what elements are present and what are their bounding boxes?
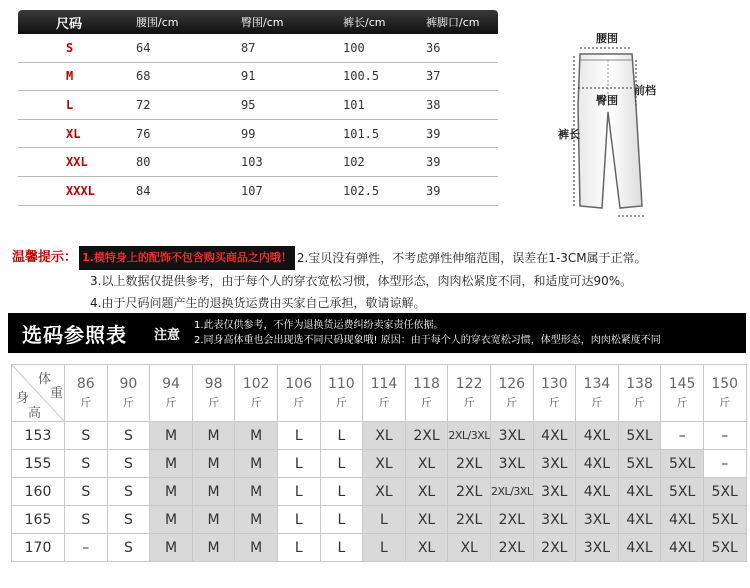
size-label: S bbox=[66, 40, 74, 55]
size-value: 95 bbox=[241, 97, 256, 112]
weight-value: 122 bbox=[455, 376, 483, 392]
weight-unit: 斤 bbox=[463, 396, 475, 409]
size-value: 84 bbox=[136, 183, 151, 198]
size-recommendation-cell: 2XL bbox=[533, 534, 576, 562]
size-recommendation-cell: S bbox=[65, 450, 108, 478]
size-recommendation-cell: 3XL bbox=[490, 422, 533, 450]
size-recommendation-cell: – bbox=[703, 450, 746, 478]
tip-text-2: 2.宝贝没有弹性，不考虑弹性伸缩范围，误差在1-3CM属于正常。 bbox=[296, 251, 647, 265]
height-value: 153 bbox=[12, 422, 65, 450]
size-recommendation-cell: L bbox=[277, 506, 320, 534]
size-recommendation-cell: M bbox=[235, 534, 278, 562]
size-recommendation-cell: XL bbox=[363, 450, 406, 478]
size-recommendation-cell: XL bbox=[405, 478, 448, 506]
size-row bbox=[18, 34, 498, 63]
weight-header bbox=[448, 365, 491, 422]
weight-header bbox=[235, 365, 278, 422]
height-value: 165 bbox=[12, 506, 65, 534]
header-hip: 臀围/cm bbox=[241, 16, 284, 29]
weight-header bbox=[576, 365, 619, 422]
size-recommendation-cell: M bbox=[192, 534, 235, 562]
size-recommendation-cell: M bbox=[192, 450, 235, 478]
size-value: 100.5 bbox=[343, 69, 380, 84]
height-row bbox=[12, 534, 747, 562]
size-recommendation-cell: M bbox=[192, 478, 235, 506]
height-row bbox=[12, 506, 747, 534]
size-value: 102.5 bbox=[343, 183, 380, 198]
size-label: L bbox=[66, 97, 74, 112]
size-recommendation-cell: L bbox=[320, 422, 363, 450]
size-recommendation-cell: M bbox=[150, 506, 193, 534]
size-value: 39 bbox=[426, 126, 441, 141]
weight-header bbox=[618, 365, 661, 422]
banner-title: 选码参照表 bbox=[22, 322, 127, 347]
size-recommendation-cell: XL bbox=[363, 422, 406, 450]
size-recommendation-cell: 4XL bbox=[576, 478, 619, 506]
weight-unit: 斤 bbox=[293, 396, 305, 409]
tip-line-1 bbox=[12, 246, 742, 270]
size-recommendation-cell: M bbox=[150, 422, 193, 450]
warm-tips bbox=[12, 246, 742, 314]
size-recommendation-cell: – bbox=[65, 534, 108, 562]
size-reference-grid bbox=[11, 364, 747, 562]
size-recommendation-cell: L bbox=[320, 506, 363, 534]
weight-value: 130 bbox=[540, 376, 568, 392]
size-recommendation-cell: M bbox=[235, 506, 278, 534]
pants-measurement-diagram bbox=[552, 32, 672, 226]
size-value: 101 bbox=[343, 97, 365, 112]
weight-header bbox=[703, 365, 746, 422]
tip-line-2: 3.以上数据仅提供参考，由于每个人的穿衣宽松习惯，体型形态，肉肉松紧度不同，和适度可达90%。 bbox=[90, 274, 633, 288]
weight-header bbox=[533, 365, 576, 422]
size-value: 101.5 bbox=[343, 126, 380, 141]
size-value: 76 bbox=[136, 126, 151, 141]
weight-unit: 斤 bbox=[548, 396, 560, 409]
size-recommendation-cell: 2XL bbox=[405, 422, 448, 450]
size-value: 100 bbox=[343, 40, 365, 55]
size-recommendation-cell: 3XL bbox=[576, 506, 619, 534]
size-recommendation-cell: S bbox=[65, 506, 108, 534]
size-value: 107 bbox=[241, 183, 263, 198]
header-waist: 腰围/cm bbox=[136, 16, 179, 29]
size-chart-header bbox=[18, 10, 498, 34]
size-selection-banner bbox=[8, 313, 746, 353]
weight-value: 106 bbox=[285, 376, 313, 392]
header-size: 尺码 bbox=[56, 16, 83, 32]
corner-weight-2: 重 bbox=[50, 386, 64, 401]
weight-value: 114 bbox=[370, 376, 398, 392]
size-label: M bbox=[66, 69, 74, 84]
size-value: 91 bbox=[241, 69, 256, 84]
size-value: 102 bbox=[343, 155, 365, 170]
size-recommendation-cell: 2XL bbox=[490, 506, 533, 534]
size-value: 99 bbox=[241, 126, 256, 141]
header-hem: 裤脚口/cm bbox=[426, 16, 480, 29]
weight-value: 134 bbox=[583, 376, 611, 392]
size-recommendation-cell: L bbox=[363, 534, 406, 562]
size-recommendation-cell: 3XL bbox=[576, 534, 619, 562]
weight-header bbox=[405, 365, 448, 422]
weight-value: 150 bbox=[711, 376, 739, 392]
size-value: 103 bbox=[241, 155, 263, 170]
weight-unit: 斤 bbox=[421, 396, 433, 409]
size-recommendation-cell: S bbox=[107, 534, 150, 562]
weight-header bbox=[363, 365, 406, 422]
hip-label: 臀围 bbox=[596, 94, 618, 107]
size-recommendation-cell: 2XL bbox=[448, 450, 491, 478]
size-recommendation-cell: XL bbox=[405, 534, 448, 562]
size-recommendation-cell: 5XL bbox=[703, 506, 746, 534]
size-recommendation-cell: XL bbox=[405, 450, 448, 478]
banner-note-1: 1.此表仅供参考，不作为退换货运费纠纷卖家责任依据。 bbox=[194, 320, 444, 331]
size-recommendation-cell: 4XL bbox=[533, 422, 576, 450]
weight-unit: 斤 bbox=[634, 396, 646, 409]
size-recommendation-cell: 5XL bbox=[703, 534, 746, 562]
size-recommendation-cell: L bbox=[320, 450, 363, 478]
banner-notes bbox=[194, 318, 661, 348]
size-chart-table bbox=[18, 10, 498, 206]
weight-value: 126 bbox=[498, 376, 526, 392]
size-recommendation-cell: M bbox=[150, 450, 193, 478]
size-value: 87 bbox=[241, 40, 256, 55]
weight-header-row bbox=[12, 365, 747, 422]
size-value: 68 bbox=[136, 69, 151, 84]
weight-header bbox=[661, 365, 704, 422]
weight-header bbox=[490, 365, 533, 422]
size-recommendation-cell: S bbox=[65, 422, 108, 450]
tips-title: 温馨提示： bbox=[12, 250, 78, 265]
size-value: 80 bbox=[136, 155, 151, 170]
size-recommendation-cell: L bbox=[320, 478, 363, 506]
tip-line-3: 4.由于尺码问题产生的退换货运费由买家自己承担，敬请谅解。 bbox=[90, 296, 426, 310]
size-recommendation-cell: – bbox=[661, 422, 704, 450]
height-value: 160 bbox=[12, 478, 65, 506]
size-recommendation-cell: – bbox=[703, 422, 746, 450]
size-recommendation-cell: M bbox=[235, 450, 278, 478]
weight-value: 110 bbox=[327, 376, 355, 392]
height-row bbox=[12, 450, 747, 478]
size-recommendation-cell: XL bbox=[405, 506, 448, 534]
size-chart-body bbox=[18, 34, 498, 206]
size-recommendation-cell: S bbox=[65, 478, 108, 506]
size-recommendation-cell: 3XL bbox=[533, 450, 576, 478]
weight-unit: 斤 bbox=[676, 396, 688, 409]
size-recommendation-cell: 5XL bbox=[703, 478, 746, 506]
size-recommendation-cell: 2XL/3XL bbox=[448, 422, 491, 450]
size-recommendation-cell: M bbox=[235, 478, 278, 506]
weight-header bbox=[192, 365, 235, 422]
size-recommendation-cell: 2XL bbox=[490, 534, 533, 562]
weight-header bbox=[107, 365, 150, 422]
size-recommendation-cell: 4XL bbox=[618, 506, 661, 534]
size-recommendation-cell: 2XL bbox=[448, 478, 491, 506]
size-recommendation-cell: 4XL bbox=[576, 422, 619, 450]
size-recommendation-cell: M bbox=[150, 534, 193, 562]
tip-highlight: 1.模特身上的配饰不包含购买商品之内哦！ bbox=[79, 246, 295, 270]
corner-height-1: 身 bbox=[16, 391, 30, 406]
weight-value: 94 bbox=[162, 376, 180, 392]
size-recommendation-cell: 3XL bbox=[533, 506, 576, 534]
size-recommendation-cell: 3XL bbox=[533, 478, 576, 506]
weight-unit: 斤 bbox=[122, 396, 134, 409]
size-recommendation-cell: 4XL bbox=[661, 534, 704, 562]
size-recommendation-cell: 5XL bbox=[661, 478, 704, 506]
height-value: 170 bbox=[12, 534, 65, 562]
size-recommendation-cell: 4XL bbox=[661, 506, 704, 534]
weight-unit: 斤 bbox=[208, 396, 220, 409]
weight-unit: 斤 bbox=[250, 396, 262, 409]
weight-value: 86 bbox=[76, 376, 95, 392]
weight-unit: 斤 bbox=[335, 396, 347, 409]
size-recommendation-cell: 5XL bbox=[618, 422, 661, 450]
weight-unit: 斤 bbox=[591, 396, 603, 409]
size-recommendation-cell: M bbox=[150, 478, 193, 506]
grid-corner-cell bbox=[12, 365, 65, 422]
size-recommendation-cell: 3XL bbox=[490, 450, 533, 478]
height-row bbox=[12, 478, 747, 506]
size-row bbox=[18, 148, 498, 177]
size-recommendation-cell: 5XL bbox=[661, 450, 704, 478]
size-row bbox=[18, 91, 498, 120]
weight-value: 118 bbox=[413, 376, 440, 392]
length-label: 裤长 bbox=[558, 128, 580, 141]
height-row bbox=[12, 422, 747, 450]
weight-unit: 斤 bbox=[719, 396, 731, 409]
size-label: XXL bbox=[66, 155, 88, 170]
corner-height-2: 高 bbox=[28, 406, 42, 421]
size-recommendation-cell: M bbox=[235, 422, 278, 450]
weight-unit: 斤 bbox=[506, 396, 518, 409]
size-recommendation-cell: S bbox=[107, 450, 150, 478]
weight-value: 145 bbox=[668, 376, 696, 392]
weight-unit: 斤 bbox=[165, 396, 177, 409]
size-recommendation-cell: L bbox=[277, 534, 320, 562]
weight-value: 138 bbox=[626, 376, 653, 392]
weight-value: 102 bbox=[242, 376, 270, 392]
size-recommendation-cell: 5XL bbox=[618, 450, 661, 478]
size-value: 37 bbox=[426, 69, 441, 84]
size-row bbox=[18, 177, 498, 206]
size-recommendation-cell: 2XL bbox=[448, 506, 491, 534]
weight-value: 90 bbox=[119, 376, 138, 392]
waist-label: 腰围 bbox=[596, 32, 618, 45]
weight-value: 98 bbox=[204, 376, 223, 392]
header-length: 裤长/cm bbox=[343, 16, 386, 29]
size-value: 39 bbox=[426, 183, 441, 198]
size-recommendation-cell: L bbox=[363, 506, 406, 534]
size-recommendation-cell: XL bbox=[448, 534, 491, 562]
size-recommendation-cell: L bbox=[277, 422, 320, 450]
size-value: 64 bbox=[136, 40, 151, 55]
size-recommendation-cell: M bbox=[192, 422, 235, 450]
size-row bbox=[18, 63, 498, 92]
size-recommendation-cell: M bbox=[192, 506, 235, 534]
size-recommendation-cell: XL bbox=[363, 478, 406, 506]
banner-note-2: 2.同身高体重也会出现选不同尺码现象哦! 原因：由于每个人的穿衣宽松习惯，体型形态，肉肉松紧度不同 bbox=[194, 335, 661, 346]
front-rise-label: 前档 bbox=[634, 84, 656, 97]
weight-header bbox=[277, 365, 320, 422]
size-recommendation-cell: 4XL bbox=[576, 450, 619, 478]
banner-note-label: 注意 bbox=[154, 327, 181, 343]
size-value: 72 bbox=[136, 97, 151, 112]
height-rows bbox=[12, 422, 747, 562]
weight-header bbox=[320, 365, 363, 422]
weight-unit: 斤 bbox=[378, 396, 390, 409]
size-recommendation-cell: L bbox=[320, 534, 363, 562]
size-value: 38 bbox=[426, 97, 441, 112]
weight-header bbox=[65, 365, 108, 422]
size-recommendation-cell: L bbox=[277, 450, 320, 478]
size-label: XXXL bbox=[66, 183, 95, 198]
height-value: 155 bbox=[12, 450, 65, 478]
size-recommendation-cell: S bbox=[107, 478, 150, 506]
size-label: XL bbox=[66, 126, 81, 141]
corner-weight-1: 体 bbox=[38, 372, 52, 387]
size-value: 36 bbox=[426, 40, 441, 55]
size-recommendation-cell: 2XL/3XL bbox=[490, 478, 533, 506]
size-recommendation-cell: S bbox=[107, 422, 150, 450]
weight-unit: 斤 bbox=[80, 396, 92, 409]
weight-header bbox=[150, 365, 193, 422]
size-row bbox=[18, 120, 498, 149]
size-value: 39 bbox=[426, 155, 441, 170]
size-recommendation-cell: 4XL bbox=[618, 534, 661, 562]
size-recommendation-cell: 4XL bbox=[618, 478, 661, 506]
size-recommendation-cell: L bbox=[277, 478, 320, 506]
size-recommendation-cell: S bbox=[107, 506, 150, 534]
